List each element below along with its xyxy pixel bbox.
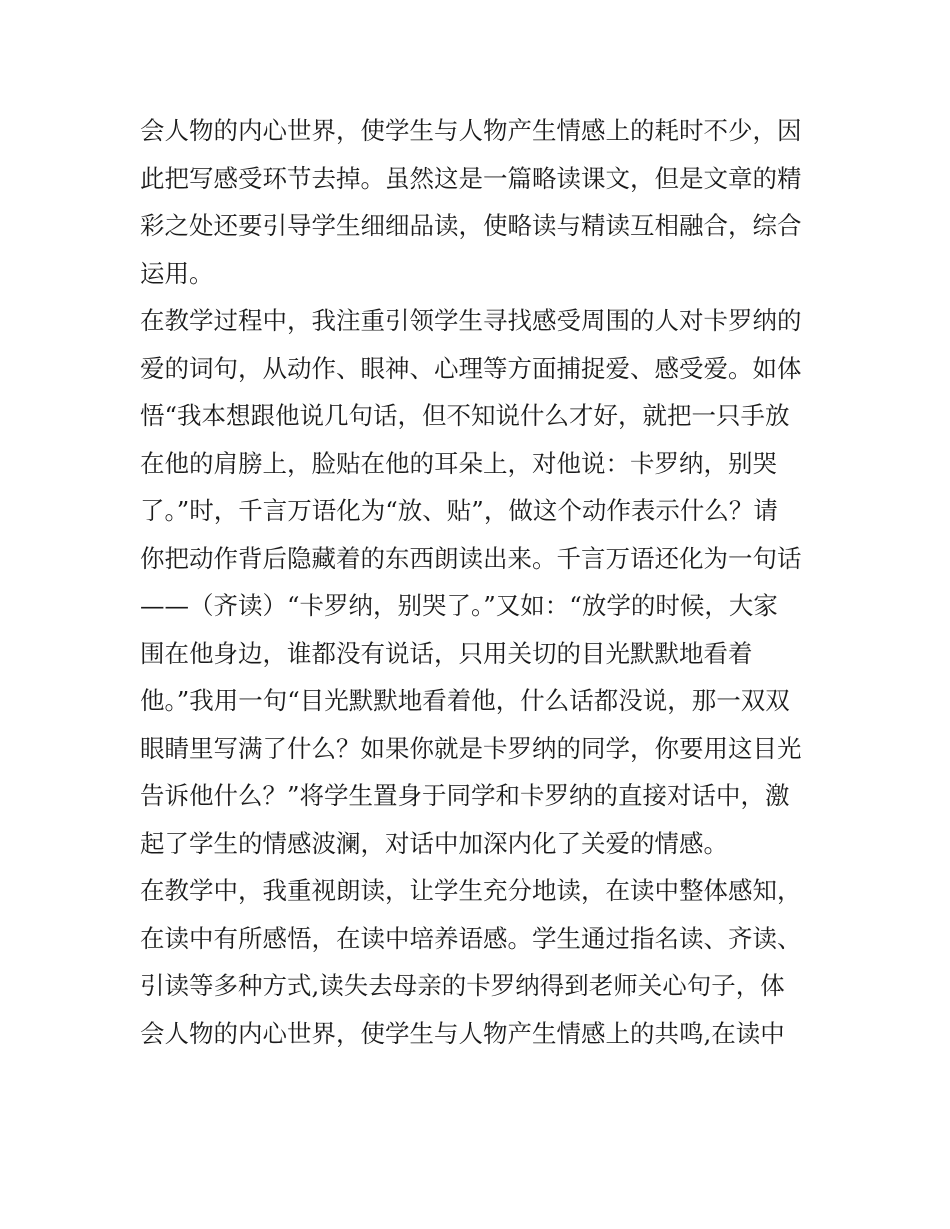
- document-body: [140, 107, 815, 1057]
- text-line: 会人物的内心世界，使学生与人物产生情感上的耗时不少，因: [140, 116, 802, 145]
- text-line: 爱的词句，从动作、眼神、心理等方面捕捉爱、感受爱。如体: [140, 353, 802, 383]
- text-line: 他。”我用一句“目光默默地看着他，什么话都没说，那一双双: [140, 686, 790, 715]
- text-line: 了。”时，千言万语化为“放、贴”，做这个动作表示什么？请: [140, 496, 778, 525]
- text-line: 围在他身边，谁都没有说话，只用关切的目光默默地看着: [140, 638, 753, 668]
- text-line: ——（齐读）“卡罗纳，别哭了。”又如：“放学的时候，大家: [140, 591, 778, 620]
- text-line: 眼睛里写满了什么？如果你就是卡罗纳的同学，你要用这目光: [140, 733, 802, 763]
- text-line: 彩之处还要引导学生细细品读，使略读与精读互相融合，综合: [140, 211, 802, 240]
- text-line: 告诉他什么？”将学生置身于同学和卡罗纳的直接对话中，激: [140, 781, 790, 810]
- text-line: 悟“我本想跟他说几句话，但不知说什么才好，就把一只手放: [140, 401, 790, 430]
- text-line: 运用。: [140, 258, 214, 288]
- text-line: 你把动作背后隐藏着的东西朗读出来。千言万语还化为一句话: [140, 543, 802, 573]
- text-line: 引读等多种方式,读失去母亲的卡罗纳得到老师关心句子，体: [140, 971, 785, 1000]
- text-line: 在读中有所感悟，在读中培养语感。学生通过指名读、齐读、: [140, 923, 802, 953]
- text-line: 此把写感受环节去掉。虽然这是一篇略读课文，但是文章的精: [140, 163, 802, 193]
- text-line: 会人物的内心世界，使学生与人物产生情感上的共鸣,在读中: [140, 1018, 785, 1048]
- text-line: 在他的肩膀上，脸贴在他的耳朵上，对他说：卡罗纳，别哭: [140, 448, 777, 478]
- text-line: 起了学生的情感波澜，对话中加深内化了关爱的情感。: [140, 828, 728, 858]
- text-line: 在教学中，我重视朗读，让学生充分地读，在读中整体感知，: [140, 876, 802, 905]
- text-line: 在教学过程中，我注重引领学生寻找感受周围的人对卡罗纳的: [140, 306, 802, 335]
